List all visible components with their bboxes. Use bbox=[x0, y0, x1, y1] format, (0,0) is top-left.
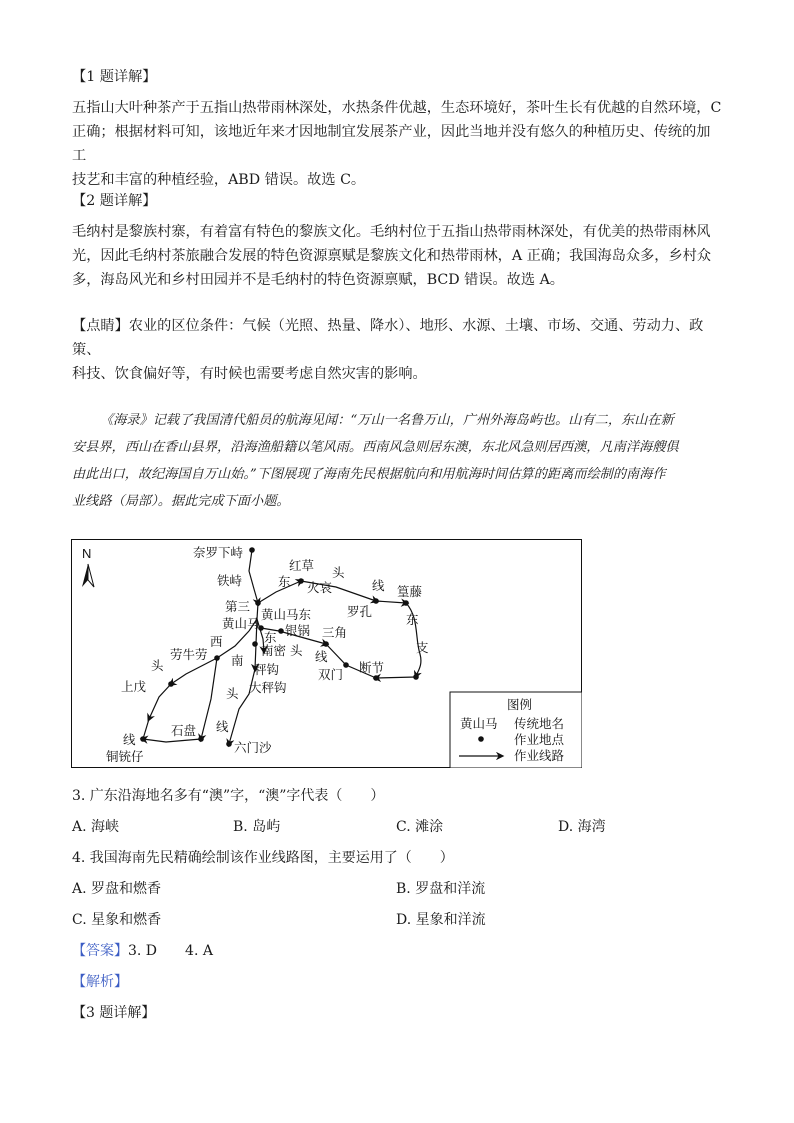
dianjing-line-1 bbox=[72, 314, 722, 362]
q4-option-b: B. 罗盘和洋流 bbox=[396, 881, 486, 897]
passage-line-3: 由此出口，故纪海国自万山始。”下图展现了海南先民根据航向和用航海时间估算的距离而绘制的南海作 bbox=[72, 467, 666, 482]
q4-option-a: A. 罗盘和燃香 bbox=[72, 881, 162, 897]
label-xian3: 线 bbox=[216, 720, 229, 734]
label-zhi: 支 bbox=[416, 641, 429, 655]
point-yinguo bbox=[278, 628, 284, 634]
section-2-line-3: 多，海岛风光和乡村田园并不是毛纳村的特色资源禀赋，BCD 错误。故选 A。 bbox=[72, 272, 564, 288]
section-1-body bbox=[72, 96, 722, 192]
section-1-line-2: 正确；根据材料可知，该地近年来才因地制宜发展茶产业，因此当地并没有悠久的种植历史、传统的加工 bbox=[72, 124, 711, 164]
section-1-line-1: 五指山大叶种茶产于五指山热带雨林深处，水热条件优越，生态环境好，茶叶生长有优越的自然环境，C bbox=[72, 100, 722, 116]
point-shuangmen bbox=[343, 662, 349, 668]
label-nanmi: 南密 bbox=[261, 644, 287, 658]
label-huoai: 火哀 bbox=[307, 581, 333, 595]
label-shipan: 石盘 bbox=[171, 724, 197, 738]
map-legend bbox=[450, 692, 582, 768]
label-dong3: 东 bbox=[264, 631, 277, 645]
label-tou4: 头 bbox=[226, 687, 239, 701]
label-huangshanma: 黄山马 bbox=[222, 617, 260, 631]
point-liumensha bbox=[226, 741, 232, 747]
label-guanteng: 篁藤 bbox=[397, 585, 423, 599]
north-label: N bbox=[82, 546, 92, 561]
q3-option-d: D. 海湾 bbox=[558, 819, 606, 835]
section-2-line-2: 光，因此毛纳村茶旅融合发展的特色资源禀赋是黎族文化和热带雨林，A 正确；我国海岛众多，乡村众 bbox=[72, 248, 712, 264]
label-xian2: 线 bbox=[315, 650, 328, 664]
section-2-heading: 【2 题详解】 bbox=[72, 193, 157, 209]
label-disan: 第三 bbox=[225, 600, 251, 614]
q3-option-a: A. 海峡 bbox=[72, 819, 120, 835]
dianjing-heading: 【点睛】 bbox=[72, 318, 129, 334]
place-labels bbox=[106, 545, 429, 764]
legend-point-icon bbox=[478, 736, 484, 742]
q4-option-d: D. 星象和洋流 bbox=[396, 912, 486, 928]
point-nailuo bbox=[249, 547, 255, 553]
label-luokong: 罗孔 bbox=[347, 605, 373, 619]
q3-stem: 3. 广东沿海地名多有“澳”字，“澳”字代表（ ） bbox=[72, 788, 385, 804]
dianjing-line-2: 科技、饮食偏好等，有时候也需要考虑自然灾害的影响。 bbox=[72, 366, 427, 382]
label-sanjiao: 三角 bbox=[322, 626, 348, 640]
q3-option-c: C. 滩涂 bbox=[396, 819, 444, 835]
point-luokong bbox=[373, 598, 379, 604]
q3-option-b: B. 岛屿 bbox=[233, 819, 281, 835]
label-huangshanmadong: 黄山马东 bbox=[261, 608, 312, 622]
answer-line bbox=[72, 940, 213, 960]
label-tou2: 头 bbox=[290, 644, 303, 658]
label-tou1: 头 bbox=[332, 566, 345, 580]
point-shipan bbox=[198, 736, 204, 742]
legend-point-desc: 作业地点 bbox=[514, 733, 565, 747]
section-2-body bbox=[72, 220, 722, 292]
label-tou3: 头 bbox=[151, 659, 164, 673]
point-duanjie bbox=[373, 675, 379, 681]
q4-stem: 4. 我国海南先民精确绘制该作业线路图，主要运用了（ ） bbox=[72, 850, 454, 866]
analysis-heading: 【解析】 bbox=[72, 974, 128, 990]
point-tongzaizai bbox=[140, 736, 146, 742]
label-xi: 西 bbox=[210, 635, 223, 649]
answer-label: 【答案】 bbox=[72, 943, 128, 959]
passage-line-2: 安县界，西山在香山县界，沿海渔船籍以笔风雨。西南风急则居东澳，东北风急则居西澳，凡南洋海艘俱 bbox=[72, 440, 679, 455]
q4-option-c: C. 星象和燃香 bbox=[72, 912, 162, 928]
section-1-heading: 【1 题详解】 bbox=[72, 69, 157, 85]
passage-line-4: 业线路（局部）。据此完成下面小题。 bbox=[72, 494, 290, 509]
label-duanjie: 断节 bbox=[359, 661, 385, 675]
legend-sample-name: 黄山马 bbox=[460, 717, 498, 731]
point-hongcao bbox=[298, 578, 304, 584]
route-map bbox=[71, 539, 582, 768]
label-shangwu: 上戊 bbox=[121, 680, 147, 694]
legend-title: 图例 bbox=[507, 698, 533, 712]
point-disan bbox=[255, 600, 261, 606]
legend-name-desc: 传统地名 bbox=[514, 717, 565, 731]
label-dong1: 东 bbox=[278, 575, 291, 589]
point-nanmi bbox=[252, 641, 258, 647]
point-yulin bbox=[413, 674, 419, 680]
point-laoniulao bbox=[214, 655, 220, 661]
label-tongzaizai: 铜铳仔 bbox=[106, 750, 144, 764]
label-xian4: 线 bbox=[123, 733, 136, 747]
label-xian1: 线 bbox=[372, 579, 385, 593]
section-3-heading: 【3 题详解】 bbox=[72, 1005, 156, 1021]
label-pinggou: 秤钩 bbox=[254, 663, 280, 677]
label-nailuo: 奈罗下峙 bbox=[193, 546, 244, 560]
label-tieshi: 铁峙 bbox=[217, 574, 243, 588]
passage-line-1: 《海录》记载了我国清代船员的航海见闻：“万山一名鲁万山，广州外海岛屿也。山有二，东山在新 bbox=[100, 413, 674, 428]
section-1-line-3: 技艺和丰富的种植经验，ABD 错误。故选 C。 bbox=[72, 172, 366, 188]
answer-text: 3. D 4. A bbox=[128, 943, 213, 959]
section-2-line-1: 毛纳村是黎族村寨，有着富有特色的黎族文化。毛纳村位于五指山热带雨林深处，有优美的热带雨林风 bbox=[72, 224, 711, 240]
label-shuangmen: 双门 bbox=[318, 668, 344, 682]
label-hongcao: 红草 bbox=[289, 559, 315, 573]
dianjing-text-1: 农业的区位条件：气候（光照、热量、降水）、地形、水源、土壤、市场、交通、劳动力、政策、 bbox=[72, 318, 704, 358]
label-yinguo: 银锅 bbox=[285, 624, 311, 638]
north-arrow-icon bbox=[82, 546, 94, 587]
point-sanjiao bbox=[323, 641, 329, 647]
label-nan: 南 bbox=[231, 654, 244, 668]
dianjing-block bbox=[72, 314, 722, 386]
label-dong2: 东 bbox=[406, 613, 419, 627]
label-liumensha: 六门沙 bbox=[234, 741, 272, 755]
point-shangwu bbox=[168, 681, 174, 687]
label-dapinggou: 大秤钩 bbox=[249, 681, 287, 695]
label-laoniulao: 劳牛劳 bbox=[170, 648, 208, 662]
material-passage bbox=[72, 407, 722, 515]
legend-line-desc: 作业线路 bbox=[514, 749, 565, 763]
point-guanteng bbox=[403, 600, 409, 606]
